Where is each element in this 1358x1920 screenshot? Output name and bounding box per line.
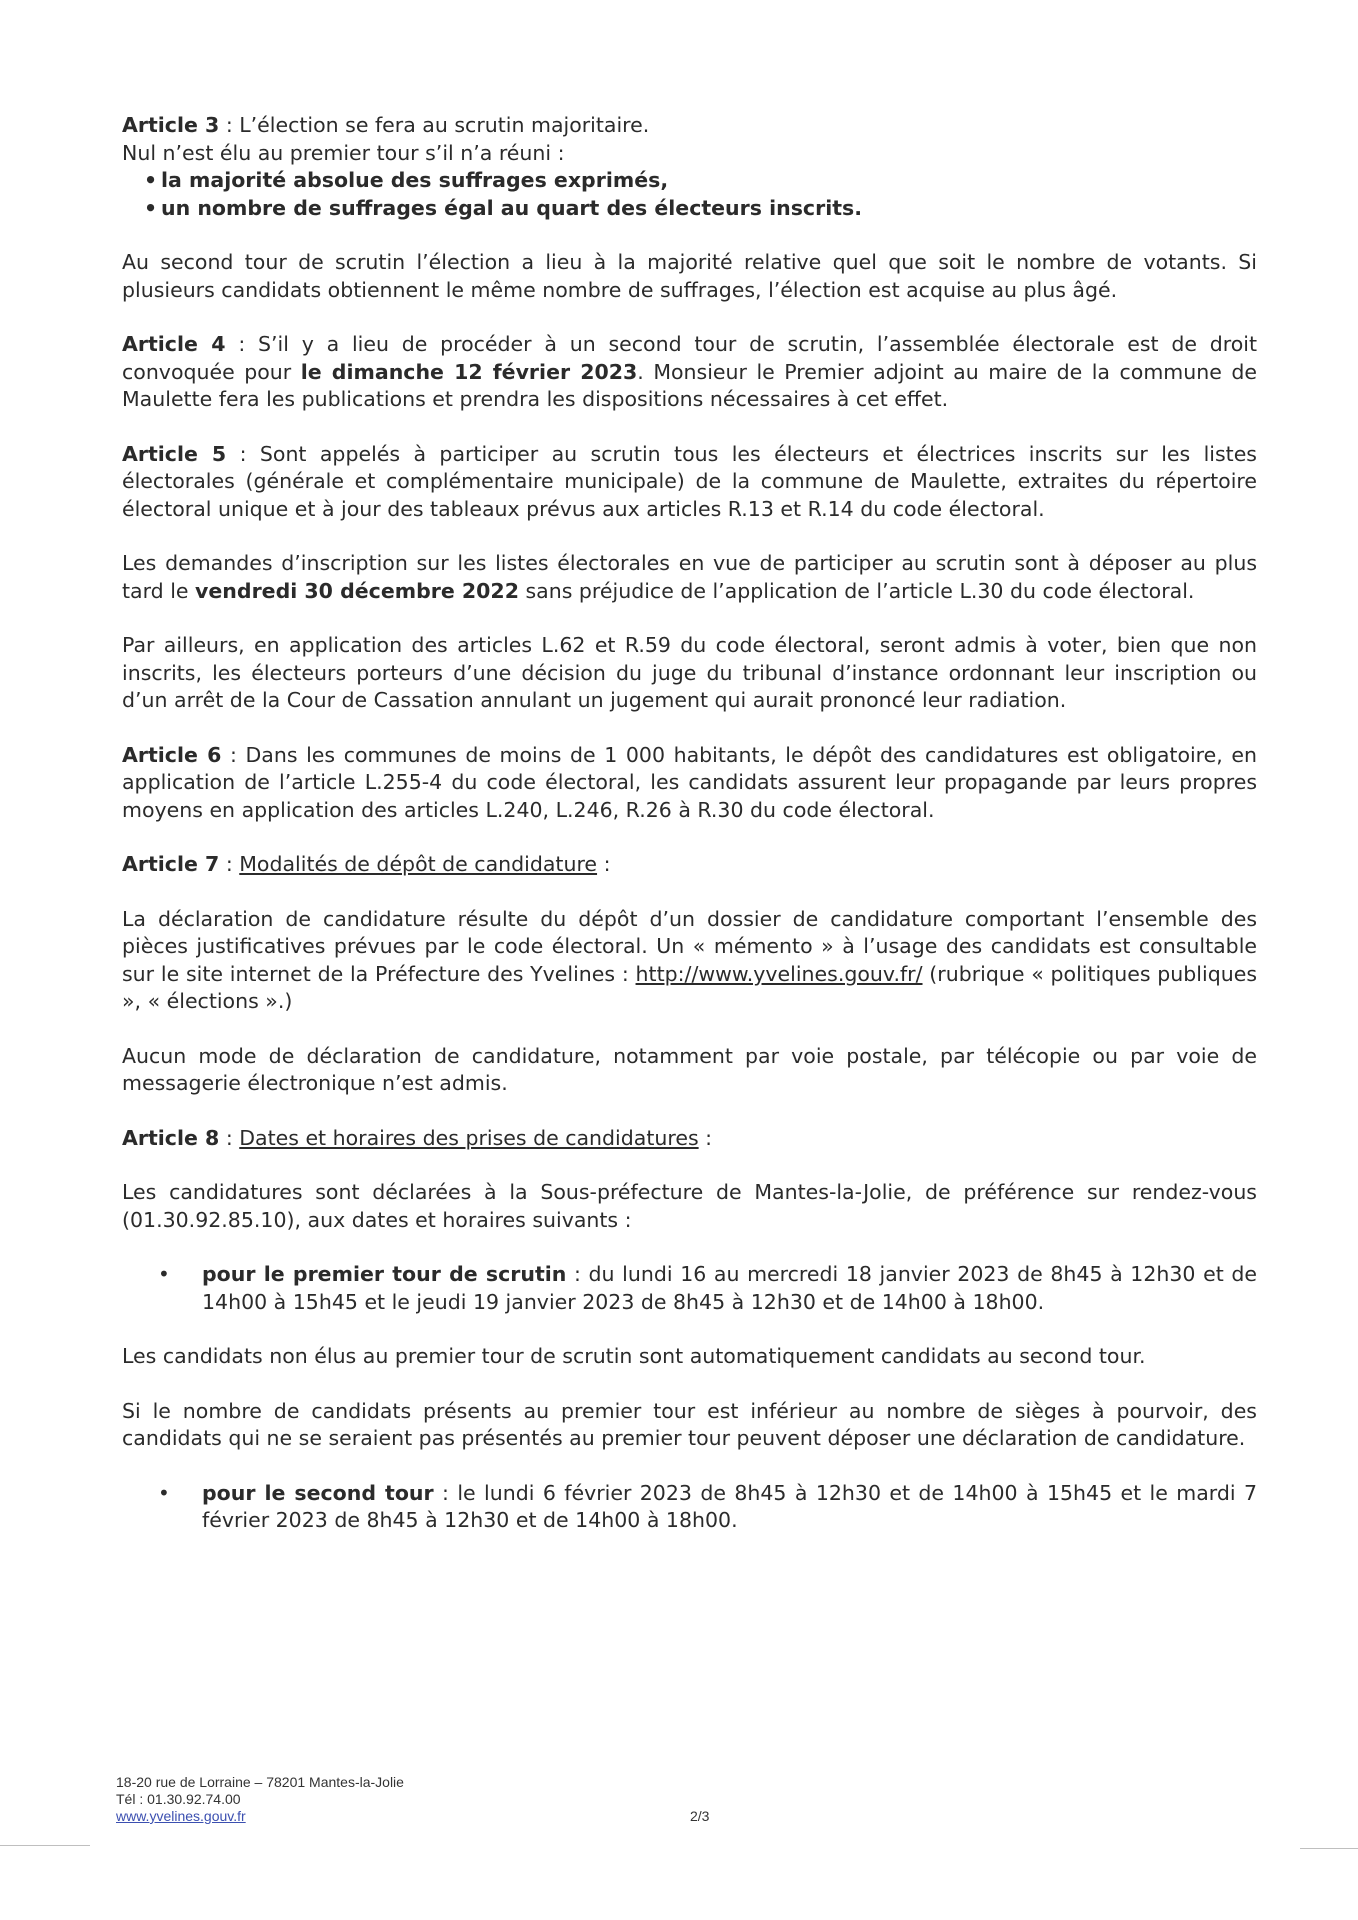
article-7-title: Modalités de dépôt de candidature <box>239 852 598 876</box>
bullet-icon: • <box>144 168 158 192</box>
article-8-heading: Article 8 : Dates et horaires des prises de candidatures : <box>122 1125 713 1150</box>
bullet-icon: • <box>144 195 158 220</box>
article-8-new-candidates: Si le nombre de candidats présents au premier tour est inférieur au nombre de sièges à pourvoir, des candidats qui ne se seraient pas présentés au premier tour peuvent déposer une déclaration de candidature. <box>122 1398 1257 1450</box>
article-7-label: Article 7 <box>122 852 220 876</box>
bullet-icon: • <box>158 1480 170 1505</box>
article-6-label: Article 6 <box>122 742 222 767</box>
article-3-conditions-list <box>122 167 1257 222</box>
article-3-second-round: Au second tour de scrutin l’élection a lieu à la majorité relative quel que soit le nombre de votants. Si plusieurs candidats obtiennent le même nombre de suffrages, l’élection est acquise au plus âgé. <box>122 250 1257 302</box>
article-8-automatic: Les candidats non élus au premier tour de scrutin sont automatiquement candidats au second tour. <box>122 1344 1146 1368</box>
article-3-line1: : L’élection se fera au scrutin majoritaire. <box>219 113 650 137</box>
bullet-icon: • <box>158 1262 170 1286</box>
article-7-declaration: La déclaration de candidature résulte du dépôt d’un dossier de candidature comportant l’ensemble des pièces justificatives prévues par le code électoral. Un « mémento » à l’usage des candidats est consultable sur le site internet de la Préfecture des Yvelines : http://www.yvelines.gouv.fr/ (rubrique « politiques publiques », « élections ».) <box>122 906 1257 1013</box>
second-round-schedule: • pour le second tour : le lundi 6 février 2023 de 8h45 à 12h30 et de 14h00 à 15h45 et le mardi 7 février 2023 de 8h45 à 12h30 et de 14h00 à 18h00. <box>158 1480 1257 1532</box>
article-4-paragraph: Article 4 : S’il y a lieu de procéder à un second tour de scrutin, l’assemblée électorale est de droit convoquée pour le dimanche 12 février 2023. Monsieur le Premier adjoint au maire de la commune de Maulette fera les publications et prendra les dispositions nécessaires à cet effet. <box>122 332 1258 411</box>
footer-address: 18-20 rue de Lorraine – 78201 Mantes-la-Jolie <box>116 1774 404 1790</box>
registration-deadline: vendredi 30 décembre 2022 <box>195 578 519 603</box>
article-6-paragraph: Article 6 : Dans les communes de moins de 1 000 habitants, le dépôt des candidatures est obligatoire, en application de l’article L.255-4 du code électoral, les candidats assurent leur propagande par leurs propres moyens en application des articles L.240, L.246, R.26 à R.30 du code électoral. <box>122 742 1257 822</box>
page-number: 2/3 <box>690 1808 710 1824</box>
article-3-label: Article 3 <box>122 113 220 137</box>
article-8-title: Dates et horaires des prises de candidatures <box>239 1125 699 1150</box>
article-3-line2: Nul n’est élu au premier tour s’il n’a réuni : <box>122 140 565 165</box>
footer-website-link[interactable]: www.yvelines.gouv.fr <box>116 1808 246 1824</box>
scan-edge-line-right <box>1300 1848 1358 1849</box>
article-5-label: Article 5 <box>122 441 227 466</box>
document-body <box>122 112 1257 1562</box>
footer-phone: Tél : 01.30.92.74.00 <box>116 1791 241 1807</box>
list-item: • un nombre de suffrages égal au quart des électeurs inscrits. <box>122 195 1257 223</box>
article-7-heading: Article 7 : Modalités de dépôt de candidature : <box>122 852 611 876</box>
article-8-label: Article 8 <box>122 1125 220 1150</box>
scan-edge-line-left <box>0 1845 90 1846</box>
article-8-where: Les candidatures sont déclarées à la Sous-préfecture de Mantes-la-Jolie, de préférence sur rendez-vous (01.30.92.85.10), aux dates et horaires suivants : <box>122 1180 1257 1232</box>
footer <box>116 1774 716 1825</box>
first-round-schedule: • pour le premier tour de scrutin : du lundi 16 au mercredi 18 janvier 2023 de 8h45 à 12h30 et de 14h00 à 15h45 et le jeudi 19 janvier 2023 de 8h45 à 12h30 et de 14h00 à 18h00. <box>158 1262 1258 1314</box>
article-5-non-registered: Par ailleurs, en application des articles L.62 et R.59 du code électoral, seront admis à voter, bien que non inscrits, les électeurs porteurs d’une décision du juge du tribunal d’instance ordonnant leur inscription ou d’un arrêt de la Cour de Cassation annulant un jugement qui aurait prononcé leur radiation. <box>122 633 1257 712</box>
prefecture-website-link[interactable]: http://www.yvelines.gouv.fr/ <box>635 961 923 986</box>
article-3-intro <box>122 112 1257 167</box>
second-round-date: le dimanche 12 février 2023 <box>300 359 638 384</box>
list-item: • la majorité absolue des suffrages exprimés, <box>122 167 1257 195</box>
article-4-label: Article 4 <box>122 332 226 356</box>
article-7-no-remote: Aucun mode de déclaration de candidature, notamment par voie postale, par télécopie ou par voie de messagerie électronique n’est admis. <box>122 1043 1257 1095</box>
article-5-registration: Les demandes d’inscription sur les listes électorales en vue de participer au scrutin sont à déposer au plus tard le vendredi 30 décembre 2022 sans préjudice de l’application de l’article L.30 du code électoral. <box>122 551 1257 603</box>
article-5-paragraph: Article 5 : Sont appelés à participer au scrutin tous les électeurs et électrices inscrits sur les listes électorales (générale et complémentaire municipale) de la commune de Maulette, extraites du répertoire électoral unique et à jour des tableaux prévus aux articles R.13 et R.14 du code électoral. <box>122 441 1257 521</box>
